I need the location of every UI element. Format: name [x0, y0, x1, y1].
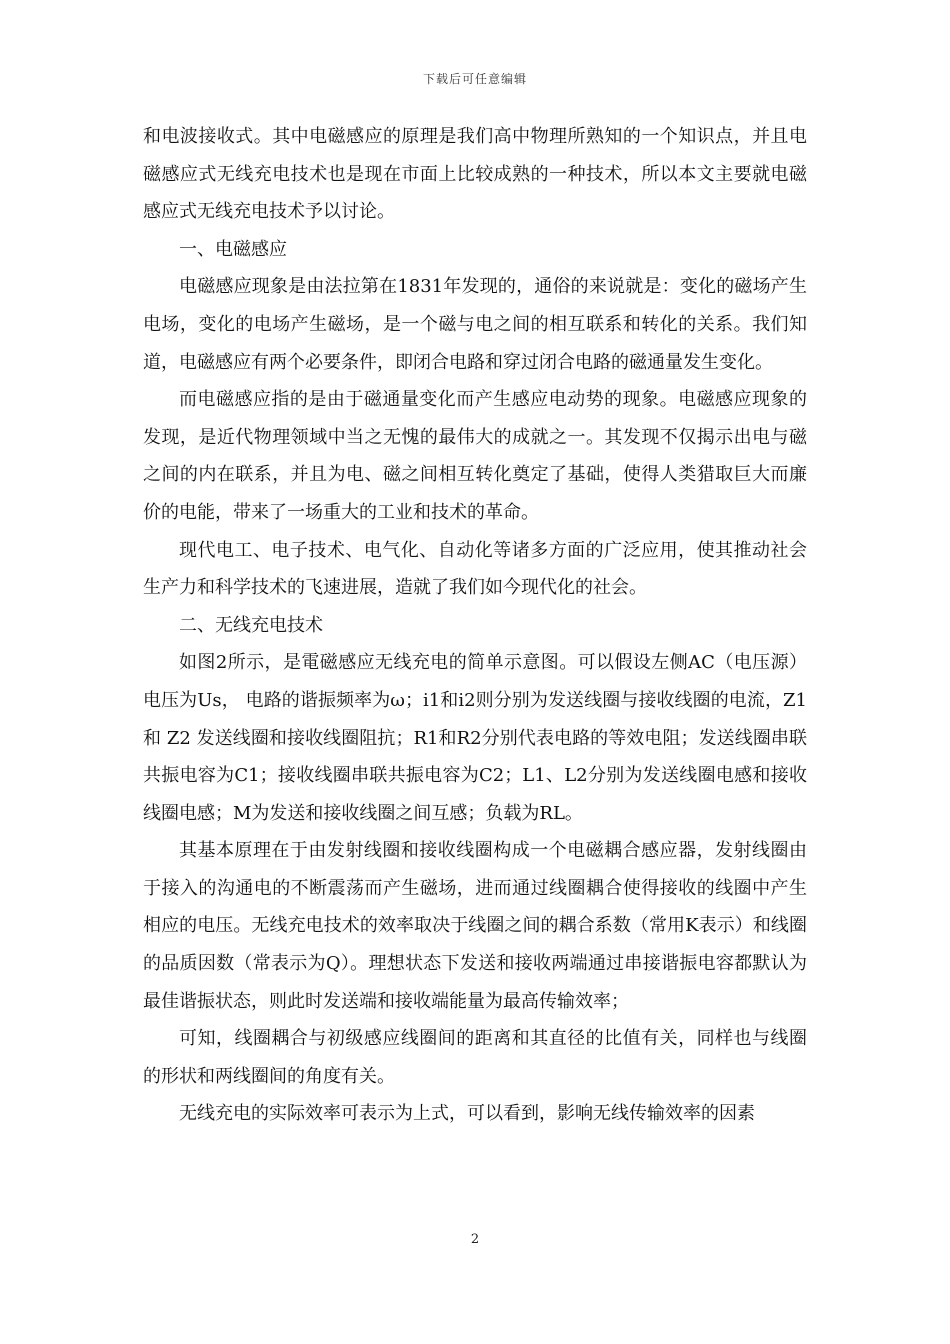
- paragraph-induction-significance: 而电磁感应指的是由于磁通量变化而产生感应电动势的现象。电磁感应现象的发现，是近代物理领域中当之无愧的最伟大的成就之一。其发现不仅揭示出电与磁之间的内在联系，并且为电、磁之间相互转化奠定了基础，使得人类猎取巨大而廉价的电能，带来了一场重大的工业和技术的革命。: [143, 389, 807, 523]
- section-heading-wireless-charging: 二、无线充电技术: [179, 614, 323, 636]
- paragraph-modern-applications: 现代电工、电子技术、电气化、自动化等诸多方面的广泛应用，使其推动社会生产力和科学技术的飞速进展，造就了我们如今现代化的社会。: [143, 539, 807, 599]
- page-header: 下载后可任意编辑: [422, 72, 527, 86]
- paragraph-circuit-description: 如图2所示，是電磁感应无线充电的简单示意图。可以假设左侧AC（电压源）电压为Us， 电路的谐振频率为ω；i1和i2则分别为发送线圈与接收线圈的电流，Z1 和 Z2 发送线圈和接收线圈阻抗；R1和R2分别代表电路的等效电阻；发送线圈串联共振电容为C1；接收线圈串联共振电容为C2；L1、L2分别为发送线圈电感和接收线圈电感；M为发送和接收线圈之间互感；负载为RL。: [143, 652, 807, 824]
- document-body: [143, 118, 807, 1133]
- paragraph-intro-continuation: 和电波接收式。其中电磁感应的原理是我们高中物理所熟知的一个知识点，并且电磁感应式无线充电技术也是现在市面上比较成熟的一种技术，所以本文主要就电磁感应式无线充电技术予以讨论。: [143, 126, 807, 223]
- paragraph-basic-principle: 其基本原理在于由发射线圈和接收线圈构成一个电磁耦合感应器，发射线圈由于接入的沟通电的不断震荡而产生磁场，进而通过线圈耦合使得接收的线圈中产生相应的电压。无线充电技术的效率取决于线圈之间的耦合系数（常用K表示）和线圈的品质因数（常表示为Q）。理想状态下发送和接收两端通过串接谐振电容都默认为最佳谐振状态，则此时发送端和接收端能量为最高传输效率；: [143, 840, 807, 1012]
- paragraph-faraday-discovery: 电磁感应现象是由法拉第在1831年发现的，通俗的来说就是：变化的磁场产生电场，变化的电场产生磁场，是一个磁与电之间的相互联系和转化的关系。我们知道，电磁感应有两个必要条件，即闭合电路和穿过闭合电路的磁通量发生变化。: [143, 276, 807, 373]
- page-number: 2: [470, 1232, 480, 1247]
- section-heading-electromagnetic-induction: 一、电磁感应: [179, 238, 287, 260]
- paragraph-efficiency: 无线充电的实际效率可表示为上式，可以看到，影响无线传输效率的因素: [179, 1103, 755, 1125]
- paragraph-coupling-factors: 可知，线圈耦合与初级感应线圈间的距离和其直径的比值有关，同样也与线圈的形状和两线圈间的角度有关。: [143, 1028, 807, 1087]
